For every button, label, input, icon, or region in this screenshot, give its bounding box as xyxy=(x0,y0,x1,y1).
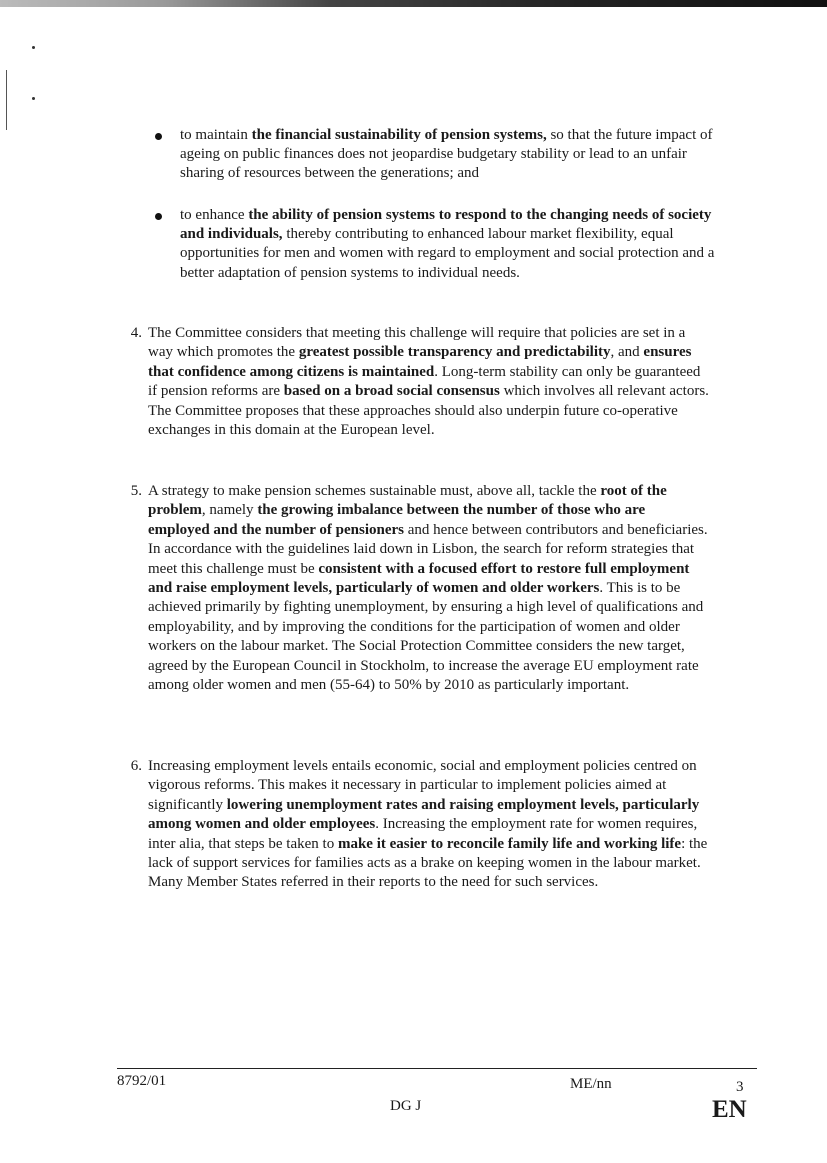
page-number: 3 xyxy=(736,1079,744,1095)
text-run: and hence between contributors and beneficiaries. In accordance with the guidelines laid down in Lisbon, the search for reform strategies that meet this challenge must be xyxy=(148,521,708,577)
bold-text-run: based on a broad social consensus xyxy=(283,383,500,400)
paragraph-text xyxy=(148,324,710,440)
text-run: to enhance xyxy=(180,207,249,223)
paragraph-6 xyxy=(120,757,710,893)
paragraph-text xyxy=(148,482,710,695)
text-run: , and xyxy=(610,344,644,361)
bullet-icon xyxy=(155,133,162,140)
directorate-label: DG J xyxy=(390,1098,422,1114)
paragraph-5 xyxy=(120,482,710,695)
bullet-icon xyxy=(155,213,162,220)
bullet-text xyxy=(180,126,730,184)
scan-mark xyxy=(32,97,35,100)
text-run: which involves all relevant actors. The Committee proposes that these approaches should also underpin future co-operative exchanges in this domain at the European level. xyxy=(148,383,709,439)
paragraph-number: 4. xyxy=(130,325,142,341)
paragraph-4 xyxy=(120,324,710,440)
bullet-item xyxy=(155,206,730,283)
text-run: , namely xyxy=(201,502,258,519)
footer-divider xyxy=(117,1068,757,1069)
text-run: . Long-term stability can only be guaranteed if pension reforms are xyxy=(148,363,701,400)
text-run: The Committee considers that meeting this challenge will require that policies are set in a way which promotes the xyxy=(148,325,686,361)
bullet-item xyxy=(155,126,730,184)
document-reference: 8792/01 xyxy=(117,1073,167,1089)
bold-text-run: make it easier to reconcile family life and working life xyxy=(337,835,682,852)
paragraph-number: 6. xyxy=(130,758,142,774)
text-run: . Increasing the employment rate for women requires, inter alia, that steps be taken to xyxy=(148,816,698,852)
text-run: A strategy to make pension schemes sustainable must, above all, tackle the xyxy=(148,483,601,499)
top-scan-border xyxy=(0,0,827,7)
text-run: . This is to be achieved primarily by fighting unemployment, by ensuring a high level of qualifications and employability, and by improving the conditions for the participation of women and older workers on the labour market. The Social Protection Committee considers the new target, agreed by the European Council in Stockholm, to increase the average EU employment rate among older women and men (55-64) to 50% by 2010 as particularly important. xyxy=(148,580,704,694)
scan-mark xyxy=(32,46,35,49)
bold-text-run: greatest possible transparency and predictability xyxy=(298,344,611,361)
text-run: so that the future impact of ageing on public finances does not jeopardise budgetary stability or lead to an unfair sharing of resources between the generations; and xyxy=(180,127,713,182)
text-run: : the lack of support services for families acts as a brake on keeping women in the labour market. Many Member States referred in their reports to the need for such services. xyxy=(148,835,708,891)
bullet-text xyxy=(180,206,730,283)
bold-text-run: the ability of pension systems to respond to the changing needs of society and individuals, xyxy=(180,207,712,243)
bold-text-run: the financial sustainability of pension systems, xyxy=(251,127,547,143)
text-run: thereby contributing to enhanced labour market flexibility, equal opportunities for men and women with regard to employment and social protection and a better adaptation of pension systems to individual needs. xyxy=(180,226,715,281)
paragraph-number: 5. xyxy=(130,483,142,499)
paragraph-text xyxy=(148,757,710,893)
bold-text-run: consistent with a focused effort to restore full employment and raise employment levels, particularly of women and older workers xyxy=(148,560,690,597)
text-run: Increasing employment levels entails economic, social and employment policies centred on vigorous reforms. This makes it necessary in particular to implement policies aimed at significantly xyxy=(148,758,697,813)
language-code: EN xyxy=(712,1096,747,1123)
bold-text-run: lowering unemployment rates and raising employment levels, particularly among women and older employees xyxy=(148,796,700,833)
author-initials: ME/nn xyxy=(570,1076,612,1092)
bold-text-run: root of the problem xyxy=(148,483,667,519)
bold-text-run: ensures that confidence among citizens is maintained xyxy=(148,344,692,380)
bold-text-run: the growing imbalance between the number of those who are employed and the number of pensioners xyxy=(148,502,646,538)
scan-mark xyxy=(6,70,7,130)
text-run: to maintain xyxy=(180,127,252,143)
